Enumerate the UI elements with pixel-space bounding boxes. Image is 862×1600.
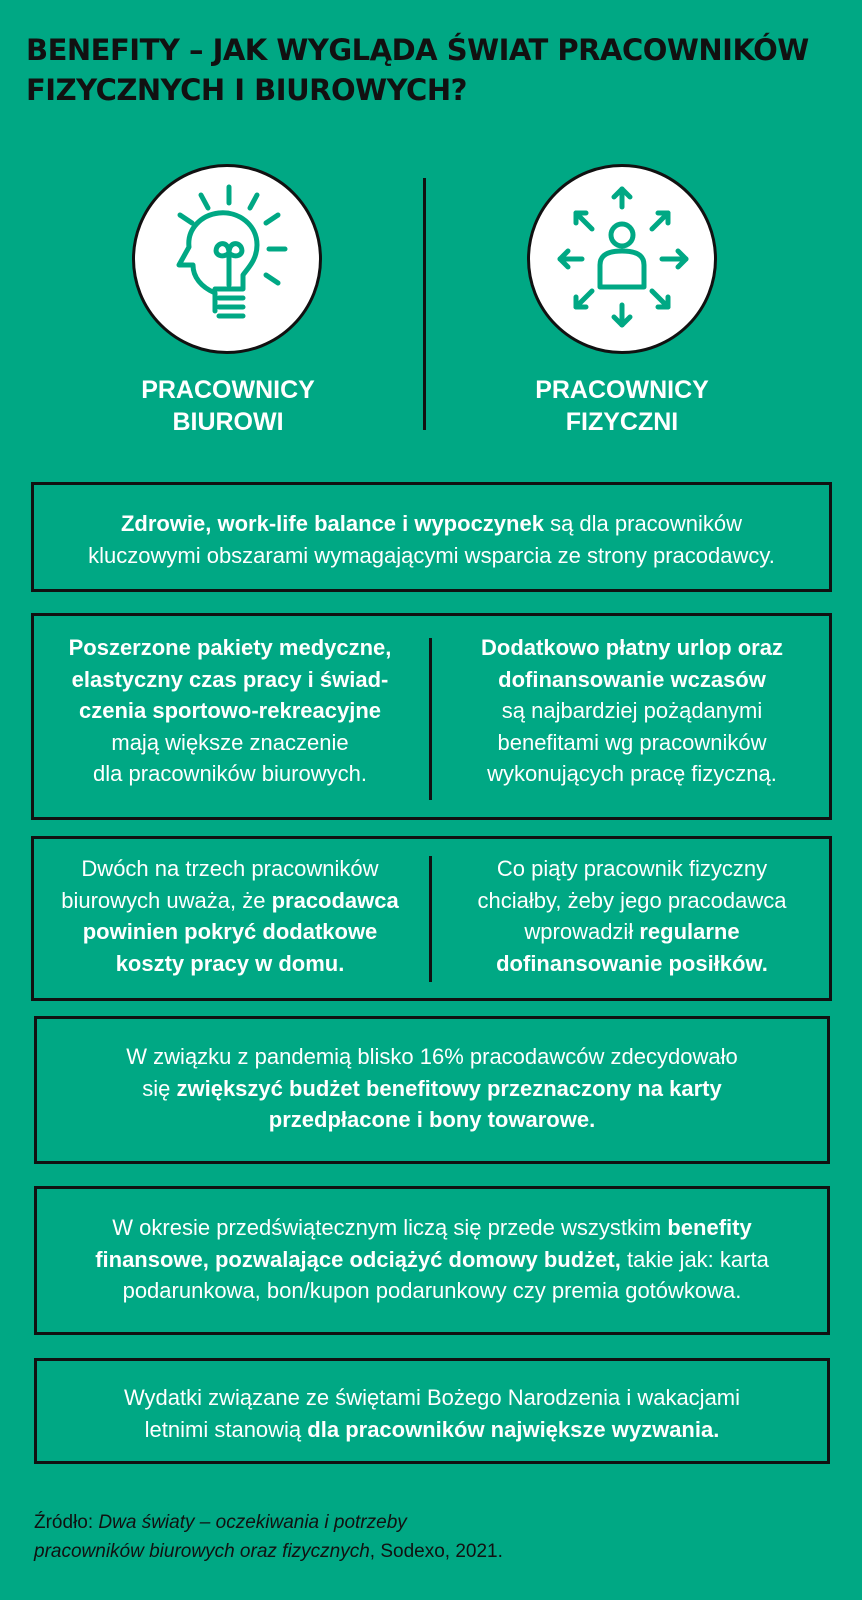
group-label-office: PRACOWNICY BIUROWI (141, 376, 315, 436)
title-line-1: BENEFITY – JAK WYGLĄDA ŚWIAT PRACOWNIKÓW (26, 33, 809, 67)
info-text-expenses: Wydatki związane ze świętami Bożego Narodzenia i wakacjami letnimi stanowią dla pracowników największe wyzwania. (123, 1385, 741, 1442)
group-divider (423, 178, 426, 430)
info-text-pandemic: W związku z pandemią blisko 16% pracodawców zdecydowało się zwiększyć budżet benefitowy przeznaczony na karty przedpłacone i bony towarowe. (126, 1044, 738, 1132)
title-line-2: FIZYCZNYCH I BIUROWYCH? (26, 73, 467, 107)
page-title (26, 30, 826, 110)
source-note: Źródło: Dwa światy – oczekiwania i potrzeby pracowników biurowych oraz fizycznych, Sodexo, 2021. (34, 1512, 503, 1562)
box-divider-costs (429, 856, 432, 982)
person-arrows-icon (527, 164, 717, 354)
info-text-physical-meals: Co piąty pracownik fizyczny chciałby, żeby jego pracodawca wprowadził regularne dofinansowanie posiłków. (477, 856, 787, 976)
info-text-office-benefits: Poszerzone pakiety medyczne, elastyczny czas pracy i świad- czenia sportowo-rekreacyjne mają większe znaczenie dla pracowników biurowych. (68, 635, 392, 786)
group-label-physical: PRACOWNICY FIZYCZNI (535, 376, 709, 436)
box-divider-benefits (429, 638, 432, 800)
head-lightbulb-icon (132, 164, 322, 354)
info-text-health: Zdrowie, work-life balance i wypoczynek są dla pracowników kluczowymi obszarami wymagającymi wsparcia ze strony pracodawcy. (88, 511, 775, 568)
info-text-physical-benefits: Dodatkowo płatny urlop oraz dofinansowanie wczasów są najbardziej pożądanymi benefitami wg pracowników wykonujących pracę fizyczną. (481, 635, 783, 786)
info-text-office-costs: Dwóch na trzech pracowników biurowych uważa, że pracodawca powinien pokryć dodatkowe koszty pracy w domu. (61, 856, 399, 976)
info-text-holiday: W okresie przedświątecznym liczą się przede wszystkim benefity finansowe, pozwalające odciążyć domowy budżet, takie jak: karta podarunkowa, bon/kupon podarunkowy czy premia gotówkowa. (95, 1215, 769, 1303)
